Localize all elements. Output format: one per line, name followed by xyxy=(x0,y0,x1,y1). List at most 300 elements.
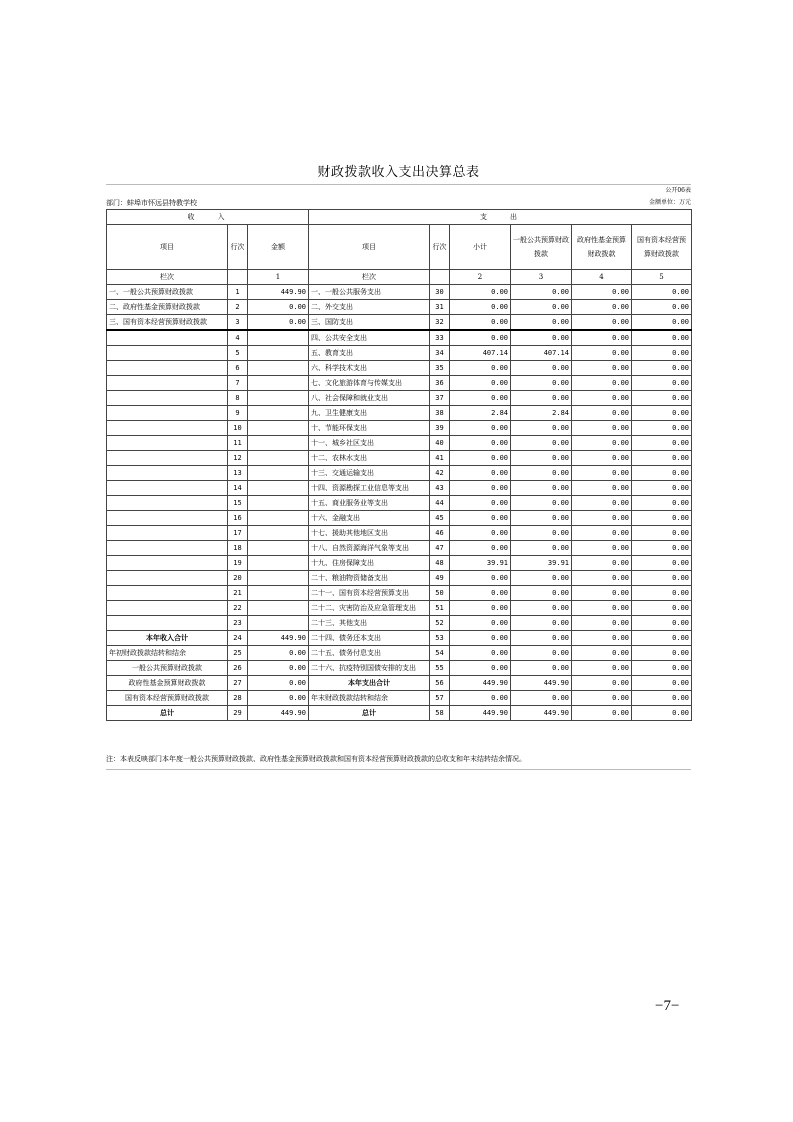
col-header-general-budget: 一般公共预算财政拨款 xyxy=(511,225,572,270)
subtotal-cell: 0.00 xyxy=(450,330,511,346)
state-capital-cell: 0.00 xyxy=(632,571,692,586)
state-capital-cell: 0.00 xyxy=(632,466,692,481)
expense-item-cell: 十三、交通运输支出 xyxy=(309,466,430,481)
expense-item-cell: 二十四、债务还本支出 xyxy=(309,631,430,646)
gov-fund-cell: 0.00 xyxy=(572,436,632,451)
expense-row-no-cell: 41 xyxy=(430,451,450,466)
income-item-cell: 一、一般公共预算财政拨款 xyxy=(107,285,228,300)
column-number-cell xyxy=(228,270,248,285)
general-budget-cell: 0.00 xyxy=(511,691,572,706)
table-row xyxy=(107,361,692,376)
income-row-no-cell: 3 xyxy=(228,315,248,331)
income-amount-cell: 449.90 xyxy=(248,631,309,646)
expense-row-no-cell: 36 xyxy=(430,376,450,391)
subtotal-cell: 0.00 xyxy=(450,481,511,496)
state-capital-cell: 0.00 xyxy=(632,586,692,601)
income-item-cell: 本年收入合计 xyxy=(107,631,228,646)
expense-row-no-cell: 55 xyxy=(430,661,450,676)
table-row xyxy=(107,346,692,361)
general-budget-cell: 0.00 xyxy=(511,481,572,496)
expense-item-cell: 十一、城乡社区支出 xyxy=(309,436,430,451)
gov-fund-cell: 0.00 xyxy=(572,571,632,586)
expense-item-cell: 五、教育支出 xyxy=(309,346,430,361)
table-row xyxy=(107,511,692,526)
income-amount-cell xyxy=(248,586,309,601)
income-item-cell xyxy=(107,346,228,361)
income-item-cell xyxy=(107,330,228,346)
gov-fund-cell: 0.00 xyxy=(572,526,632,541)
column-number-cell: 2 xyxy=(450,270,511,285)
subtotal-cell: 0.00 xyxy=(450,376,511,391)
state-capital-cell: 0.00 xyxy=(632,556,692,571)
subtotal-cell: 0.00 xyxy=(450,285,511,300)
gov-fund-cell: 0.00 xyxy=(572,541,632,556)
gov-fund-cell: 0.00 xyxy=(572,631,632,646)
expense-item-cell: 七、文化旅游体育与传媒支出 xyxy=(309,376,430,391)
note-divider xyxy=(106,769,691,770)
state-capital-cell: 0.00 xyxy=(632,421,692,436)
income-row-no-cell: 10 xyxy=(228,421,248,436)
income-row-no-cell: 26 xyxy=(228,661,248,676)
table-row xyxy=(107,601,692,616)
income-item-cell xyxy=(107,616,228,631)
general-budget-cell: 0.00 xyxy=(511,330,572,346)
subtotal-cell: 0.00 xyxy=(450,436,511,451)
gov-fund-cell: 0.00 xyxy=(572,315,632,331)
expense-row-no-cell: 52 xyxy=(430,616,450,631)
budget-table xyxy=(106,209,692,721)
gov-fund-cell: 0.00 xyxy=(572,466,632,481)
income-item-cell xyxy=(107,376,228,391)
subtotal-cell: 0.00 xyxy=(450,586,511,601)
income-amount-cell xyxy=(248,391,309,406)
income-amount-cell xyxy=(248,526,309,541)
table-row xyxy=(107,451,692,466)
state-capital-cell: 0.00 xyxy=(632,661,692,676)
income-amount-cell: 0.00 xyxy=(248,300,309,315)
general-budget-cell: 0.00 xyxy=(511,361,572,376)
subtotal-cell: 407.14 xyxy=(450,346,511,361)
income-item-cell xyxy=(107,466,228,481)
income-amount-cell xyxy=(248,601,309,616)
income-amount-cell xyxy=(248,451,309,466)
form-code: 公开06表 xyxy=(665,187,691,194)
expense-item-cell: 二十三、其他支出 xyxy=(309,616,430,631)
income-item-cell: 二、政府性基金预算财政拨款 xyxy=(107,300,228,315)
income-row-no-cell: 27 xyxy=(228,676,248,691)
income-item-cell xyxy=(107,436,228,451)
income-row-no-cell: 15 xyxy=(228,496,248,511)
subtotal-cell: 0.00 xyxy=(450,646,511,661)
table-row xyxy=(107,676,692,691)
income-item-cell: 三、国有资本经营预算财政拨款 xyxy=(107,315,228,331)
column-number-cell: 栏次 xyxy=(309,270,430,285)
subtotal-cell: 0.00 xyxy=(450,315,511,331)
expense-row-no-cell: 32 xyxy=(430,315,450,331)
general-budget-cell: 0.00 xyxy=(511,300,572,315)
gov-fund-cell: 0.00 xyxy=(572,706,632,721)
state-capital-cell: 0.00 xyxy=(632,481,692,496)
subtotal-cell: 449.90 xyxy=(450,706,511,721)
general-budget-cell: 0.00 xyxy=(511,661,572,676)
column-number-row xyxy=(107,270,692,285)
expense-item-cell: 二十一、国有资本经营预算支出 xyxy=(309,586,430,601)
table-title: 财政拨款收入支出决算总表 xyxy=(317,165,480,180)
subtotal-cell: 0.00 xyxy=(450,616,511,631)
expense-item-cell: 二十五、债务付息支出 xyxy=(309,646,430,661)
expense-item-cell: 二十、粮油物资储备支出 xyxy=(309,571,430,586)
expense-row-no-cell: 51 xyxy=(430,601,450,616)
expense-row-no-cell: 46 xyxy=(430,526,450,541)
income-amount-cell xyxy=(248,376,309,391)
income-row-no-cell: 29 xyxy=(228,706,248,721)
income-amount-cell: 0.00 xyxy=(248,315,309,331)
table-row xyxy=(107,285,692,300)
page-number: −7− xyxy=(655,998,680,1014)
state-capital-cell: 0.00 xyxy=(632,330,692,346)
income-amount-cell: 0.00 xyxy=(248,646,309,661)
expense-row-no-cell: 33 xyxy=(430,330,450,346)
subtotal-cell: 0.00 xyxy=(450,691,511,706)
expense-section-header: 支 出 xyxy=(309,210,692,225)
income-item-cell xyxy=(107,496,228,511)
expense-row-no-cell: 53 xyxy=(430,631,450,646)
general-budget-cell: 0.00 xyxy=(511,421,572,436)
income-item-cell: 政府性基金预算财政拨款 xyxy=(107,676,228,691)
col-header-amount: 金额 xyxy=(248,225,309,270)
state-capital-cell: 0.00 xyxy=(632,496,692,511)
expense-item-cell: 十六、金融支出 xyxy=(309,511,430,526)
expense-row-no-cell: 45 xyxy=(430,511,450,526)
expense-item-cell: 三、国防支出 xyxy=(309,315,430,331)
expense-row-no-cell: 31 xyxy=(430,300,450,315)
gov-fund-cell: 0.00 xyxy=(572,361,632,376)
income-row-no-cell: 28 xyxy=(228,691,248,706)
table-row xyxy=(107,391,692,406)
expense-row-no-cell: 40 xyxy=(430,436,450,451)
gov-fund-cell: 0.00 xyxy=(572,691,632,706)
income-item-cell xyxy=(107,421,228,436)
state-capital-cell: 0.00 xyxy=(632,315,692,331)
income-row-no-cell: 11 xyxy=(228,436,248,451)
subtotal-cell: 0.00 xyxy=(450,541,511,556)
income-item-cell xyxy=(107,541,228,556)
gov-fund-cell: 0.00 xyxy=(572,601,632,616)
column-number-cell: 5 xyxy=(632,270,692,285)
income-amount-cell xyxy=(248,346,309,361)
state-capital-cell: 0.00 xyxy=(632,676,692,691)
department-label: 部门：蚌埠市怀远县特教学校 xyxy=(106,199,197,207)
gov-fund-cell: 0.00 xyxy=(572,376,632,391)
state-capital-cell: 0.00 xyxy=(632,706,692,721)
expense-item-cell: 十七、援助其他地区支出 xyxy=(309,526,430,541)
income-item-cell xyxy=(107,526,228,541)
expense-row-no-cell: 37 xyxy=(430,391,450,406)
expense-row-no-cell: 39 xyxy=(430,421,450,436)
table-row xyxy=(107,661,692,676)
general-budget-cell: 0.00 xyxy=(511,526,572,541)
income-amount-cell: 0.00 xyxy=(248,676,309,691)
income-row-no-cell: 1 xyxy=(228,285,248,300)
gov-fund-cell: 0.00 xyxy=(572,285,632,300)
expense-item-cell: 十二、农林水支出 xyxy=(309,451,430,466)
expense-item-cell: 二十二、灾害防治及应急管理支出 xyxy=(309,601,430,616)
state-capital-cell: 0.00 xyxy=(632,361,692,376)
subtotal-cell: 39.91 xyxy=(450,556,511,571)
expense-item-cell: 十八、自然资源海洋气象等支出 xyxy=(309,541,430,556)
income-item-cell: 总计 xyxy=(107,706,228,721)
general-budget-cell: 0.00 xyxy=(511,436,572,451)
income-item-cell: 年初财政拨款结转和结余 xyxy=(107,646,228,661)
table-row xyxy=(107,691,692,706)
income-amount-cell: 449.90 xyxy=(248,706,309,721)
col-header-state-capital: 国有资本经营预算财政拨款 xyxy=(632,225,692,270)
income-amount-cell xyxy=(248,330,309,346)
state-capital-cell: 0.00 xyxy=(632,526,692,541)
table-row xyxy=(107,496,692,511)
income-amount-cell xyxy=(248,466,309,481)
income-row-no-cell: 16 xyxy=(228,511,248,526)
expense-item-cell: 二十六、抗疫特别国债安排的支出 xyxy=(309,661,430,676)
table-row xyxy=(107,526,692,541)
state-capital-cell: 0.00 xyxy=(632,541,692,556)
col-header-row-no-2: 行次 xyxy=(430,225,450,270)
expense-row-no-cell: 35 xyxy=(430,361,450,376)
income-amount-cell: 0.00 xyxy=(248,661,309,676)
general-budget-cell: 0.00 xyxy=(511,391,572,406)
income-row-no-cell: 25 xyxy=(228,646,248,661)
income-row-no-cell: 2 xyxy=(228,300,248,315)
column-number-cell: 1 xyxy=(248,270,309,285)
income-row-no-cell: 5 xyxy=(228,346,248,361)
income-row-no-cell: 18 xyxy=(228,541,248,556)
income-row-no-cell: 19 xyxy=(228,556,248,571)
income-item-cell xyxy=(107,556,228,571)
expense-item-cell: 一、一般公共服务支出 xyxy=(309,285,430,300)
income-amount-cell xyxy=(248,421,309,436)
expense-item-cell: 总计 xyxy=(309,706,430,721)
state-capital-cell: 0.00 xyxy=(632,646,692,661)
gov-fund-cell: 0.00 xyxy=(572,586,632,601)
income-amount-cell xyxy=(248,406,309,421)
gov-fund-cell: 0.00 xyxy=(572,300,632,315)
subtotal-cell: 0.00 xyxy=(450,451,511,466)
state-capital-cell: 0.00 xyxy=(632,601,692,616)
state-capital-cell: 0.00 xyxy=(632,436,692,451)
gov-fund-cell: 0.00 xyxy=(572,496,632,511)
state-capital-cell: 0.00 xyxy=(632,300,692,315)
general-budget-cell: 39.91 xyxy=(511,556,572,571)
income-amount-cell xyxy=(248,361,309,376)
income-item-cell xyxy=(107,481,228,496)
table-row xyxy=(107,330,692,346)
table-row xyxy=(107,541,692,556)
expense-row-no-cell: 56 xyxy=(430,676,450,691)
col-header-item: 项目 xyxy=(107,225,228,270)
income-row-no-cell: 23 xyxy=(228,616,248,631)
table-row xyxy=(107,436,692,451)
expense-row-no-cell: 50 xyxy=(430,586,450,601)
table-row xyxy=(107,481,692,496)
general-budget-cell: 407.14 xyxy=(511,346,572,361)
income-amount-cell: 0.00 xyxy=(248,691,309,706)
income-row-no-cell: 8 xyxy=(228,391,248,406)
income-item-cell xyxy=(107,511,228,526)
expense-item-cell: 九、卫生健康支出 xyxy=(309,406,430,421)
income-row-no-cell: 6 xyxy=(228,361,248,376)
col-header-row-no: 行次 xyxy=(228,225,248,270)
subtotal-cell: 0.00 xyxy=(450,661,511,676)
income-row-no-cell: 4 xyxy=(228,330,248,346)
gov-fund-cell: 0.00 xyxy=(572,451,632,466)
income-amount-cell xyxy=(248,496,309,511)
income-row-no-cell: 7 xyxy=(228,376,248,391)
gov-fund-cell: 0.00 xyxy=(572,481,632,496)
table-row xyxy=(107,646,692,661)
subtotal-cell: 0.00 xyxy=(450,526,511,541)
income-amount-cell xyxy=(248,616,309,631)
general-budget-cell: 0.00 xyxy=(511,601,572,616)
title-divider xyxy=(106,184,691,185)
income-row-no-cell: 20 xyxy=(228,571,248,586)
subtotal-cell: 0.00 xyxy=(450,361,511,376)
gov-fund-cell: 0.00 xyxy=(572,406,632,421)
subtotal-cell: 0.00 xyxy=(450,421,511,436)
expense-row-no-cell: 49 xyxy=(430,571,450,586)
general-budget-cell: 0.00 xyxy=(511,466,572,481)
table-row xyxy=(107,706,692,721)
general-budget-cell: 0.00 xyxy=(511,376,572,391)
expense-row-no-cell: 42 xyxy=(430,466,450,481)
expense-item-cell: 本年支出合计 xyxy=(309,676,430,691)
subtotal-cell: 0.00 xyxy=(450,496,511,511)
general-budget-cell: 0.00 xyxy=(511,285,572,300)
income-amount-cell xyxy=(248,541,309,556)
expense-row-no-cell: 34 xyxy=(430,346,450,361)
expense-item-cell: 十四、资源勘探工业信息等支出 xyxy=(309,481,430,496)
subtotal-cell: 0.00 xyxy=(450,466,511,481)
subtotal-cell: 0.00 xyxy=(450,571,511,586)
income-amount-cell: 449.90 xyxy=(248,285,309,300)
income-amount-cell xyxy=(248,511,309,526)
column-number-cell: 3 xyxy=(511,270,572,285)
general-budget-cell: 0.00 xyxy=(511,496,572,511)
state-capital-cell: 0.00 xyxy=(632,346,692,361)
expense-item-cell: 四、公共安全支出 xyxy=(309,330,430,346)
general-budget-cell: 0.00 xyxy=(511,586,572,601)
expense-row-no-cell: 47 xyxy=(430,541,450,556)
gov-fund-cell: 0.00 xyxy=(572,330,632,346)
income-amount-cell xyxy=(248,481,309,496)
state-capital-cell: 0.00 xyxy=(632,376,692,391)
general-budget-cell: 0.00 xyxy=(511,315,572,331)
income-item-cell xyxy=(107,451,228,466)
income-item-cell: 国有资本经营预算财政拨款 xyxy=(107,691,228,706)
subtotal-cell: 0.00 xyxy=(450,601,511,616)
state-capital-cell: 0.00 xyxy=(632,391,692,406)
expense-row-no-cell: 54 xyxy=(430,646,450,661)
expense-row-no-cell: 48 xyxy=(430,556,450,571)
column-number-cell: 栏次 xyxy=(107,270,228,285)
expense-row-no-cell: 44 xyxy=(430,496,450,511)
general-budget-cell: 0.00 xyxy=(511,571,572,586)
income-row-no-cell: 21 xyxy=(228,586,248,601)
table-row xyxy=(107,406,692,421)
general-budget-cell: 0.00 xyxy=(511,511,572,526)
income-row-no-cell: 13 xyxy=(228,466,248,481)
general-budget-cell: 2.84 xyxy=(511,406,572,421)
gov-fund-cell: 0.00 xyxy=(572,556,632,571)
income-row-no-cell: 9 xyxy=(228,406,248,421)
income-section-header: 收 入 xyxy=(107,210,309,225)
expense-row-no-cell: 38 xyxy=(430,406,450,421)
table-row xyxy=(107,616,692,631)
gov-fund-cell: 0.00 xyxy=(572,616,632,631)
expense-item-cell: 八、社会保障和就业支出 xyxy=(309,391,430,406)
subtotal-cell: 0.00 xyxy=(450,511,511,526)
general-budget-cell: 0.00 xyxy=(511,646,572,661)
unit-label: 金额单位：万元 xyxy=(648,199,691,206)
col-header-subtotal: 小计 xyxy=(450,225,511,270)
state-capital-cell: 0.00 xyxy=(632,406,692,421)
table-row xyxy=(107,631,692,646)
table-row xyxy=(107,300,692,315)
expense-row-no-cell: 57 xyxy=(430,691,450,706)
expense-row-no-cell: 58 xyxy=(430,706,450,721)
income-item-cell xyxy=(107,361,228,376)
general-budget-cell: 0.00 xyxy=(511,541,572,556)
income-row-no-cell: 17 xyxy=(228,526,248,541)
income-row-no-cell: 12 xyxy=(228,451,248,466)
state-capital-cell: 0.00 xyxy=(632,451,692,466)
subtotal-cell: 0.00 xyxy=(450,631,511,646)
subtotal-cell: 0.00 xyxy=(450,391,511,406)
income-item-cell xyxy=(107,601,228,616)
column-number-cell: 4 xyxy=(572,270,632,285)
income-item-cell: 一般公共预算财政拨款 xyxy=(107,661,228,676)
table-row xyxy=(107,376,692,391)
income-item-cell xyxy=(107,571,228,586)
state-capital-cell: 0.00 xyxy=(632,691,692,706)
gov-fund-cell: 0.00 xyxy=(572,646,632,661)
general-budget-cell: 449.90 xyxy=(511,706,572,721)
table-row xyxy=(107,421,692,436)
income-item-cell xyxy=(107,586,228,601)
subtotal-cell: 0.00 xyxy=(450,300,511,315)
income-row-no-cell: 24 xyxy=(228,631,248,646)
table-row xyxy=(107,586,692,601)
general-budget-cell: 0.00 xyxy=(511,631,572,646)
expense-item-cell: 十九、住房保障支出 xyxy=(309,556,430,571)
gov-fund-cell: 0.00 xyxy=(572,511,632,526)
income-amount-cell xyxy=(248,556,309,571)
income-amount-cell xyxy=(248,436,309,451)
income-row-no-cell: 14 xyxy=(228,481,248,496)
income-item-cell xyxy=(107,391,228,406)
general-budget-cell: 449.90 xyxy=(511,676,572,691)
gov-fund-cell: 0.00 xyxy=(572,421,632,436)
state-capital-cell: 0.00 xyxy=(632,285,692,300)
income-item-cell xyxy=(107,406,228,421)
gov-fund-cell: 0.00 xyxy=(572,676,632,691)
table-row xyxy=(107,556,692,571)
state-capital-cell: 0.00 xyxy=(632,631,692,646)
general-budget-cell: 0.00 xyxy=(511,451,572,466)
income-row-no-cell: 22 xyxy=(228,601,248,616)
state-capital-cell: 0.00 xyxy=(632,511,692,526)
state-capital-cell: 0.00 xyxy=(632,616,692,631)
general-budget-cell: 0.00 xyxy=(511,616,572,631)
